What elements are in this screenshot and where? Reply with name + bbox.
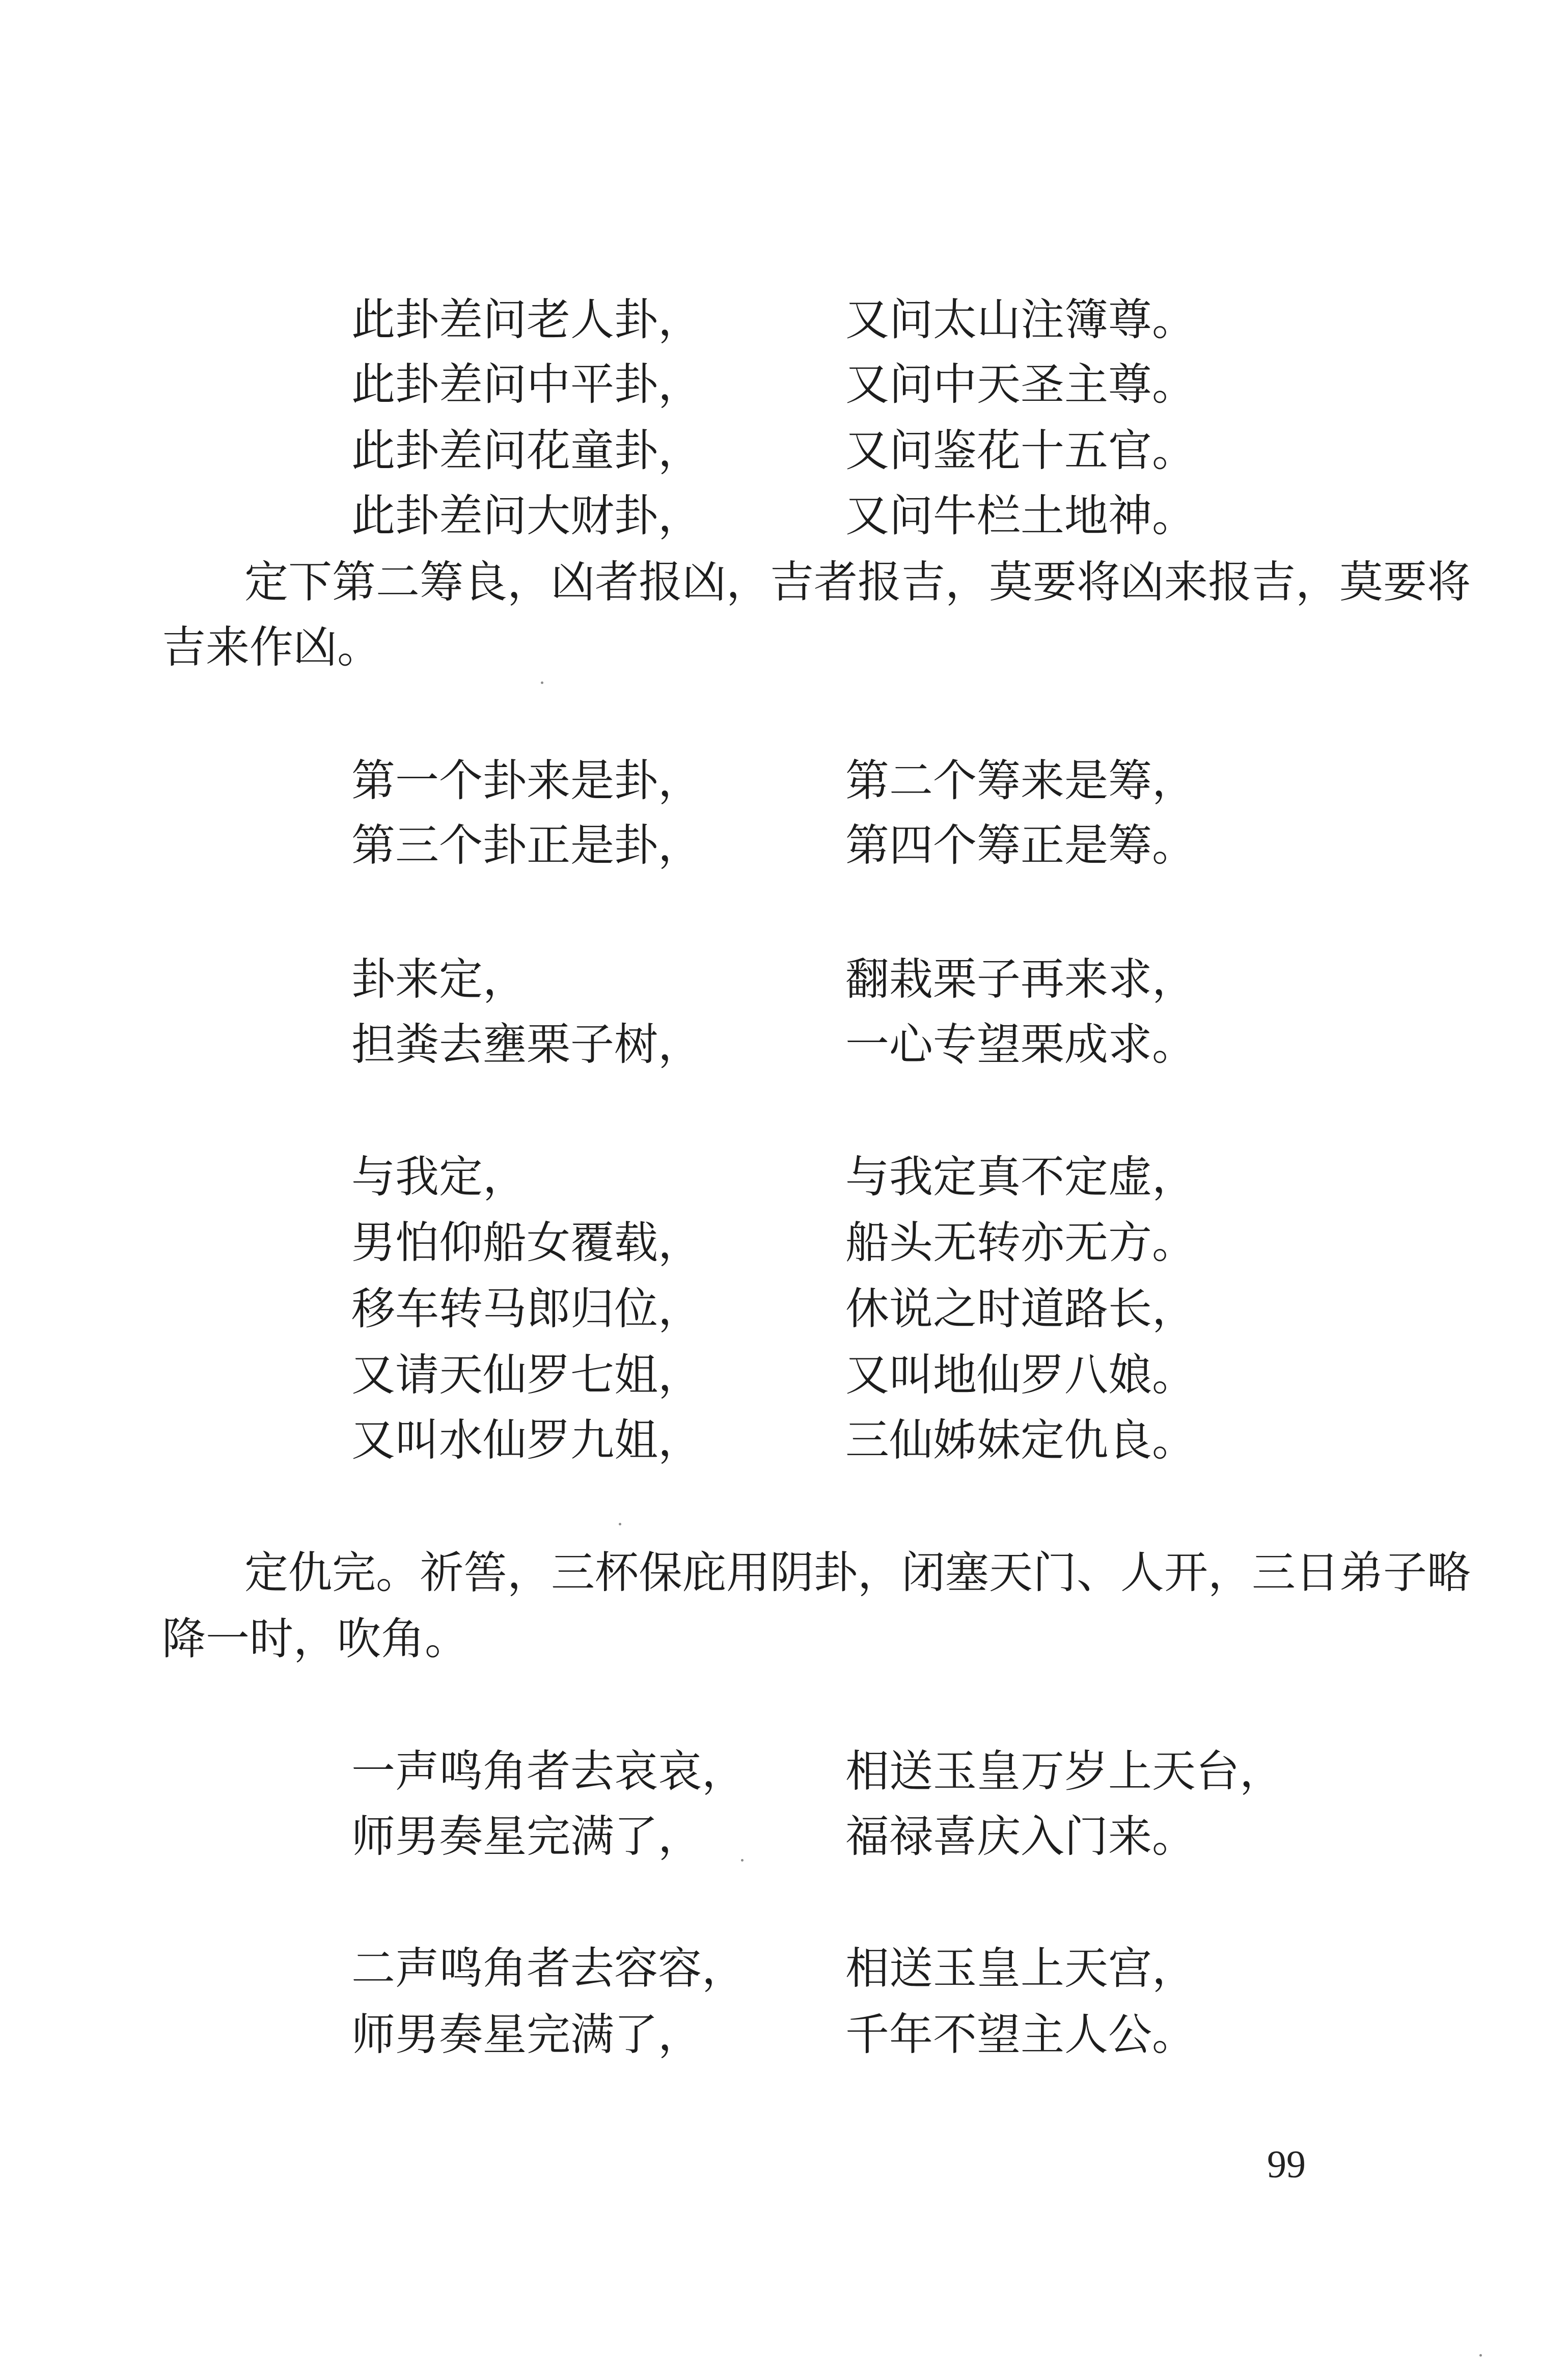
paragraph-line: 吉来作凶。 [162,622,381,673]
verse-line-left: 师男奏星完满了， [351,1811,702,1862]
verse-line-right: 一心专望栗成求。 [845,1019,1196,1070]
verse-line-right: 与我定真不定虚， [845,1152,1196,1202]
page-number: 99 [1267,2143,1306,2186]
verse-line-left: 此卦差问花童卦， [351,425,702,476]
verse-line-left: 男怕仰船女覆载， [351,1217,702,1268]
verse-line-right: 相送玉皇万岁上天台， [845,1746,1283,1797]
paragraph-line: 定仇完。祈筶，三杯保庇用阴卦，闭塞天门、人开，三日弟子略 [244,1547,1471,1598]
verse-line-right: 又叫地仙罗八娘。 [845,1350,1196,1401]
verse-line-left: 二声鸣角者去容容， [351,1943,746,1994]
verse-line-left: 担粪去壅栗子树， [351,1019,702,1070]
paragraph-line: 降一时，吹角。 [162,1614,469,1664]
verse-line-left: 第三个卦正是卦， [351,820,702,871]
verse-line-left: 一声鸣角者去哀哀， [351,1746,746,1797]
verse-line-left: 移车转马郎归位， [351,1283,702,1334]
verse-line-left: 又请天仙罗七姐， [351,1350,702,1401]
verse-line-right: 相送玉皇上天宫， [845,1943,1196,1994]
verse-line-left: 此卦差问中平卦， [351,359,702,410]
verse-line-right: 船头无转亦无方。 [845,1217,1196,1268]
paragraph-line: 定下第二筹良，凶者报凶，吉者报吉，莫要将凶来报吉，莫要将 [244,557,1471,608]
verse-line-right: 休说之时道路长， [845,1283,1196,1334]
verse-line-left: 师男奏星完满了， [351,2009,702,2060]
verse-line-left: 卦来定， [351,954,527,1005]
verse-line-right: 又问鉴花十五官。 [845,425,1196,476]
verse-line-left: 此卦差问老人卦， [351,294,702,345]
verse-line-left: 与我定， [351,1152,527,1202]
verse-line-right: 第二个筹来是筹， [845,755,1196,806]
verse-line-right: 又问牛栏土地神。 [845,490,1196,541]
verse-line-left: 第一个卦来是卦， [351,755,702,806]
verse-line-left: 此卦差问大财卦， [351,490,702,541]
verse-line-right: 三仙姊妹定仇良。 [845,1415,1196,1466]
scan-speck [741,1859,744,1862]
verse-line-right: 千年不望主人公。 [845,2009,1196,2060]
scan-speck [1479,2354,1482,2357]
verse-line-right: 又问太山注簿尊。 [845,294,1196,345]
verse-line-right: 第四个筹正是筹。 [845,820,1196,871]
verse-line-left: 又叫水仙罗九姐， [351,1415,702,1466]
scan-speck [619,1523,621,1525]
scan-speck [541,681,543,684]
verse-line-right: 福禄喜庆入门来。 [845,1811,1196,1862]
verse-line-right: 又问中天圣主尊。 [845,359,1196,410]
verse-line-right: 翻栽栗子再来求， [845,954,1196,1005]
